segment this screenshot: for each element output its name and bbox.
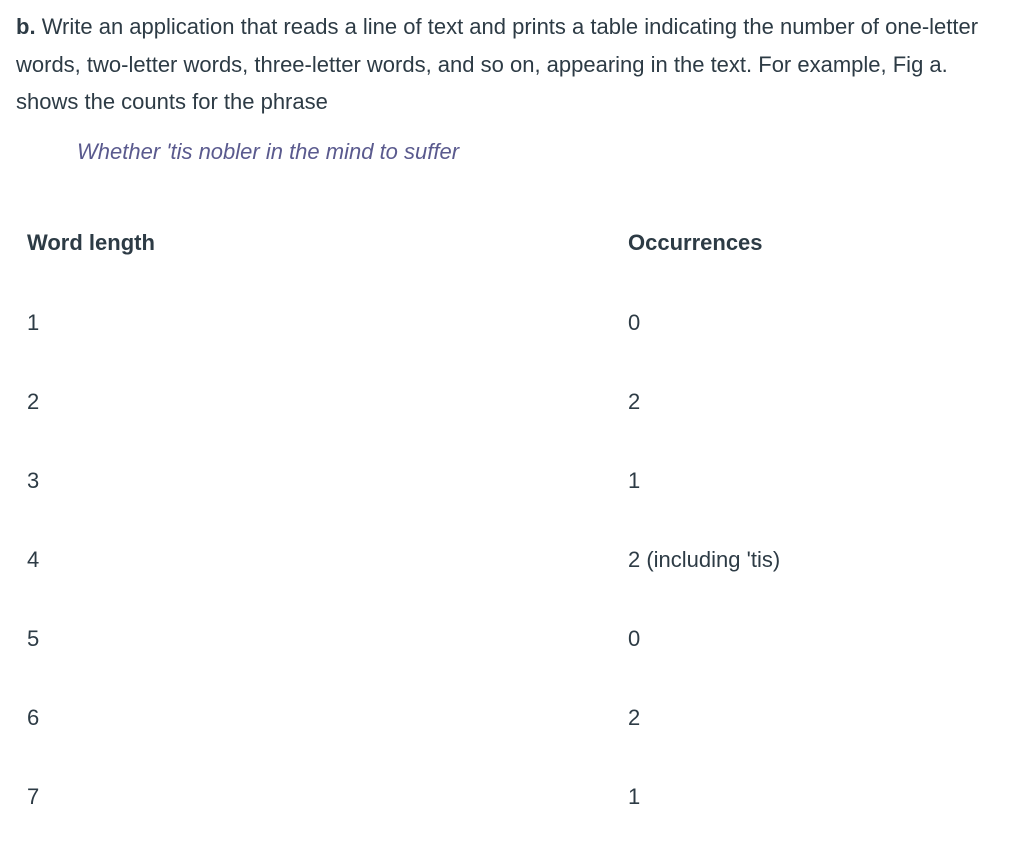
table-row [16, 283, 1006, 362]
table-row [16, 757, 1006, 836]
cell-occurrences: 2 [628, 704, 641, 730]
header-occurrences: Occurrences [628, 230, 763, 255]
cell-word-length: 5 [27, 625, 40, 651]
table-row [16, 678, 1006, 757]
cell-occurrences: 0 [628, 309, 641, 335]
table-row [16, 520, 1006, 599]
example-phrase: Whether 'tis nobler in the mind to suffer [77, 139, 460, 164]
cell-word-length: 3 [27, 467, 40, 493]
cell-occurrences: 1 [628, 467, 641, 493]
cell-word-length: 4 [27, 546, 40, 572]
word-length-table [16, 203, 1006, 836]
table-row [16, 441, 1006, 520]
cell-occurrences: 2 [628, 388, 641, 414]
cell-occurrences: 1 [628, 783, 641, 809]
cell-word-length: 7 [27, 783, 40, 809]
table-row [16, 362, 1006, 441]
cell-occurrences: 0 [628, 625, 641, 651]
table-row [16, 599, 1006, 678]
cell-word-length: 2 [27, 388, 40, 414]
table-header-row [16, 203, 1006, 283]
cell-occurrences: 2 (including 'tis) [628, 546, 781, 572]
problem-text: Write an application that reads a line of text and prints a table indicating the number of one-letter words, two-letter words, three-letter words, and so on, appearing in the text. For example, Fig a. shows the counts for the phrase [16, 14, 979, 114]
cell-word-length: 1 [27, 309, 40, 335]
header-word-length: Word length [27, 230, 155, 255]
problem-label: b. [16, 14, 36, 39]
cell-word-length: 6 [27, 704, 40, 730]
problem-statement [16, 8, 1006, 121]
